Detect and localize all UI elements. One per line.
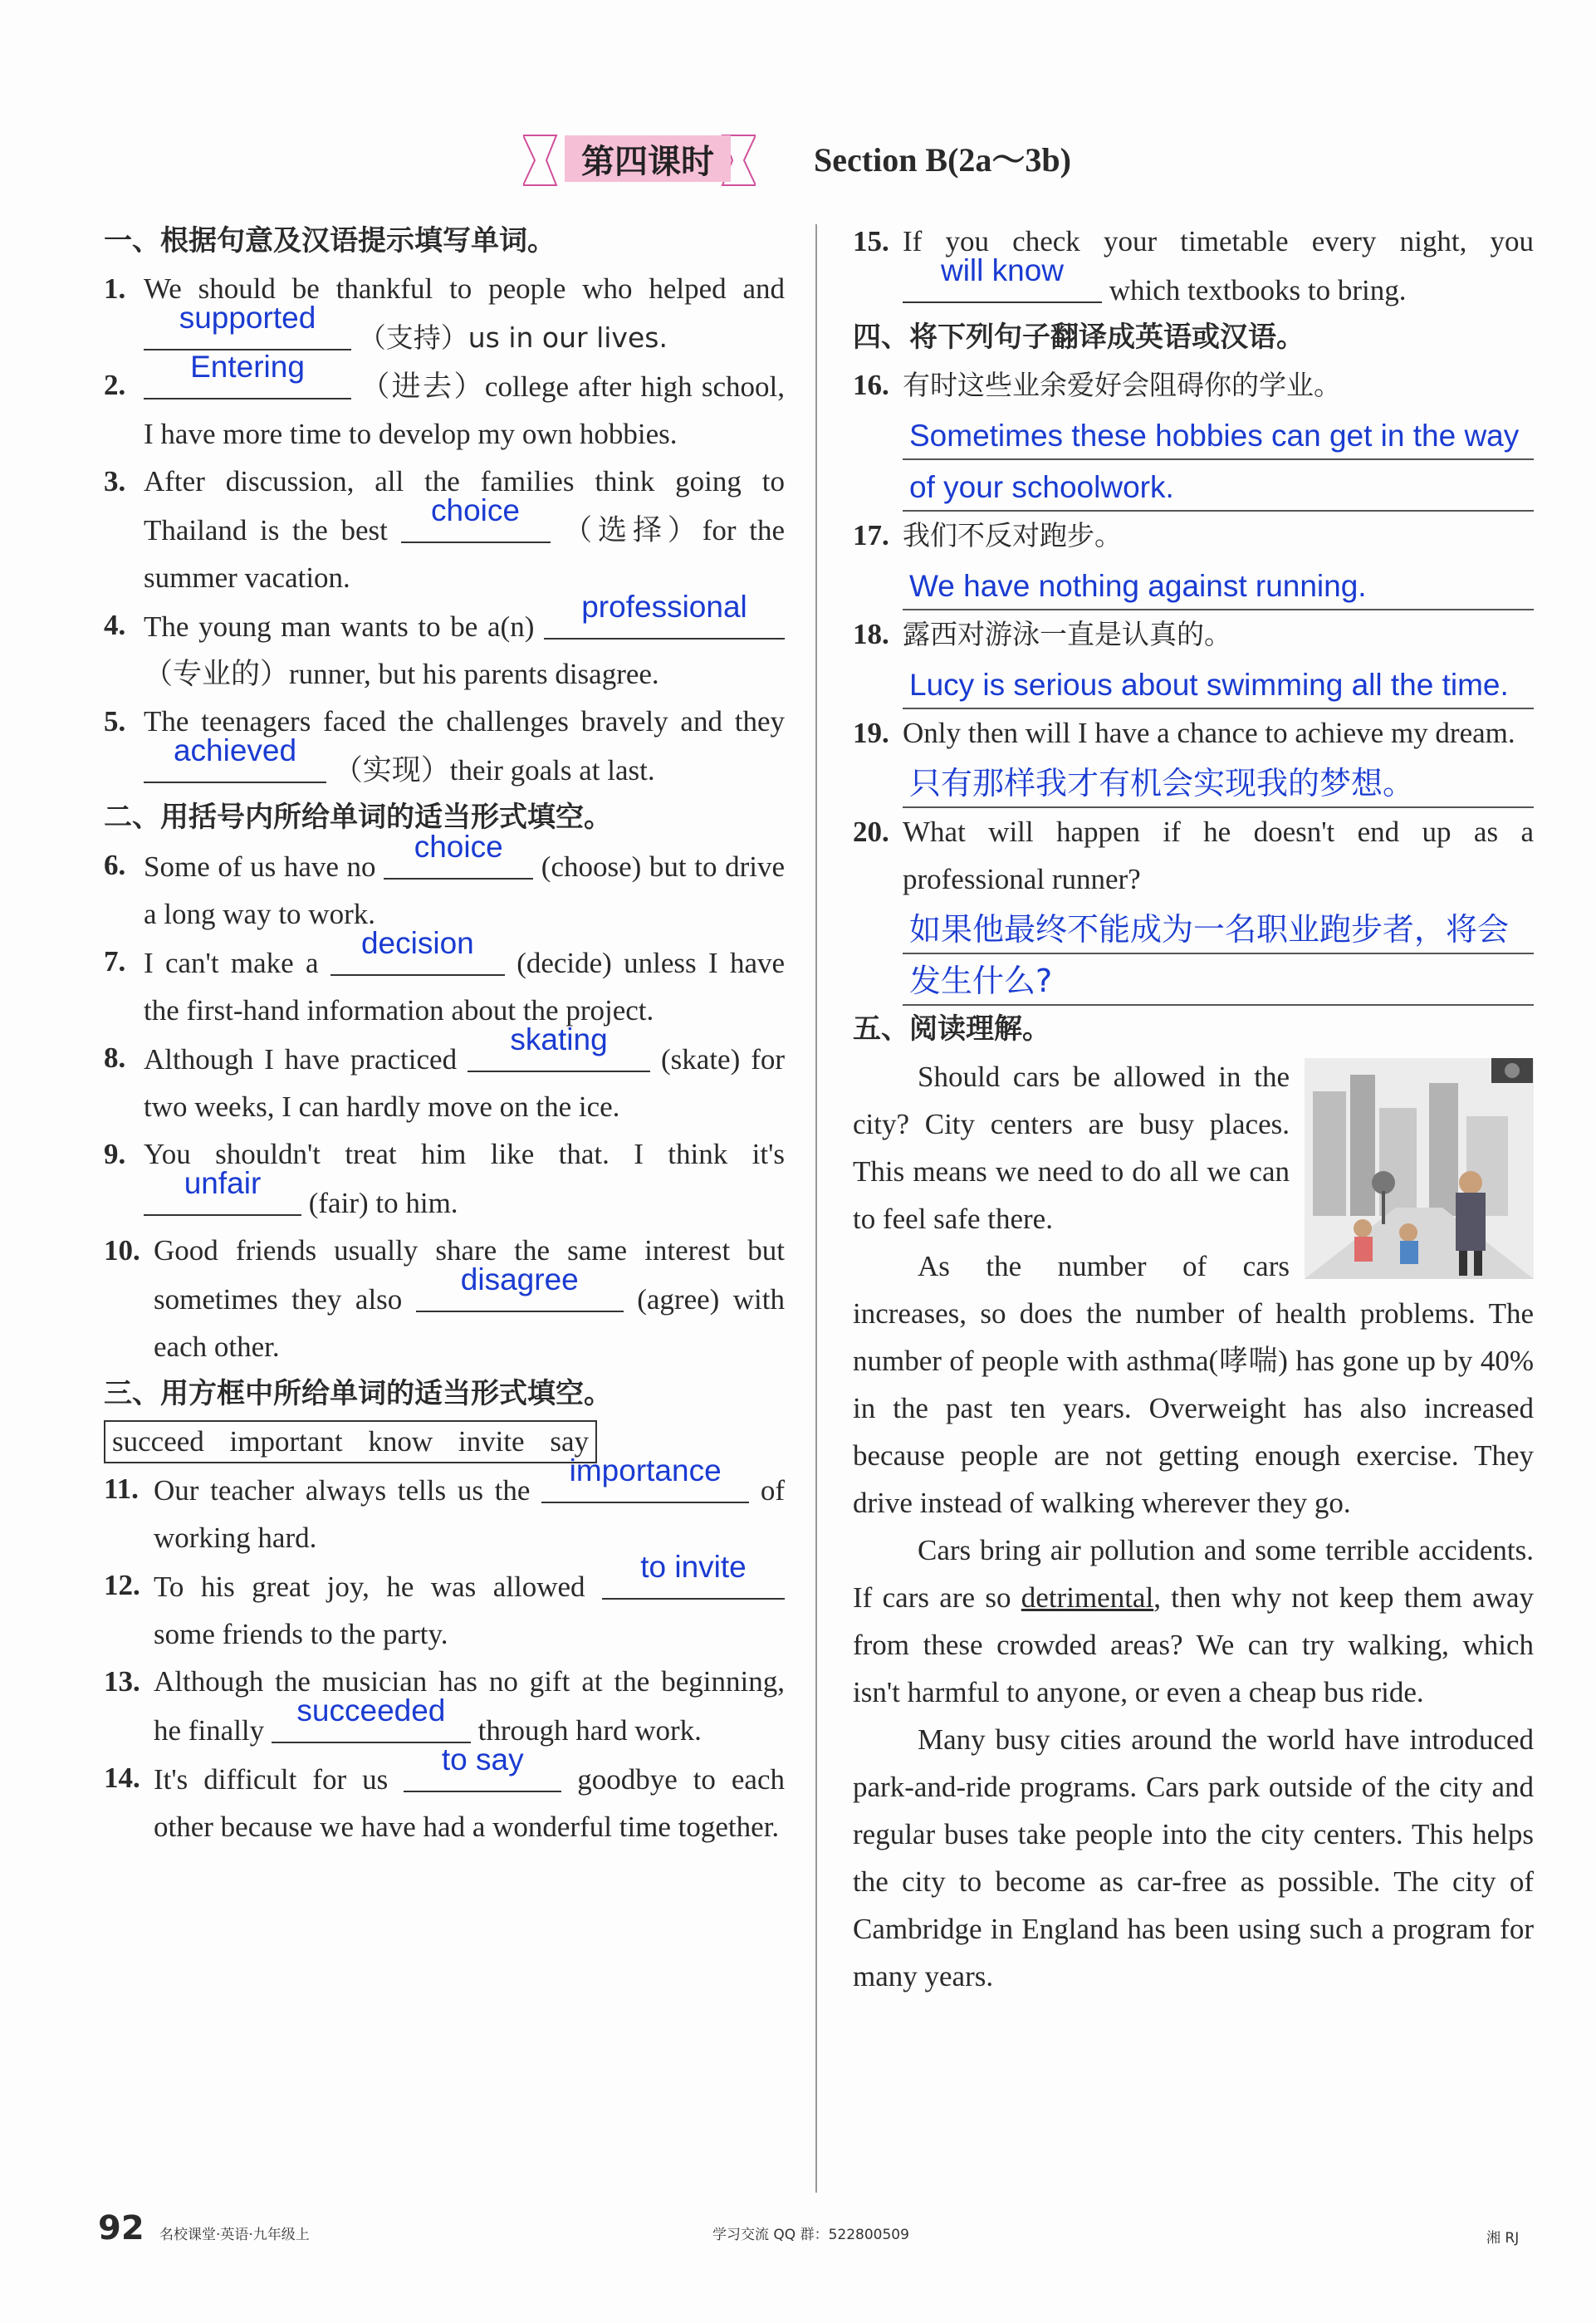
question-number: 19. xyxy=(853,717,889,749)
question-number: 18. xyxy=(853,618,889,650)
answer-text: Lucy is serious about swimming all the time. xyxy=(909,668,1509,702)
question-number: 1. xyxy=(104,272,126,305)
edition-label: 湘 RJ xyxy=(1486,2230,1520,2247)
answer-text: Sometimes these hobbies can get in the way xyxy=(909,419,1520,453)
question-text: of working hard. xyxy=(154,1474,786,1554)
question-text: Although the musician has no gift at the beginning, he finally xyxy=(154,1665,785,1747)
question-text: Our teacher always tells us the xyxy=(154,1474,531,1507)
reading-paragraph-4: Many busy cities around the world have introduced park-and-ride programs. Cars park outside of the city and regular buses take people into the city centers. This helps the city to become as car-free as possible. The city of Cambridge in England has been using such a program for many years. xyxy=(853,1723,1534,1992)
question-text: After discussion, all the families think going to Thailand is the best xyxy=(144,465,785,546)
question-7 xyxy=(104,926,786,1034)
section-title: Section B(2a～3b) xyxy=(814,141,1071,179)
question-number: 20. xyxy=(853,816,889,848)
part4-heading: 四、将下列句子翻译成英语或汉语。 xyxy=(853,321,1305,354)
answer-text: professional xyxy=(581,590,747,624)
question-number: 5. xyxy=(104,705,126,738)
question-number: 11. xyxy=(104,1473,139,1505)
qq-group: 学习交流 QQ 群：522800509 xyxy=(712,2227,909,2243)
answer-text: choice xyxy=(431,493,520,527)
question-text: （选择）for the summer vacation. xyxy=(144,514,785,594)
question-text: If you check your timetable every night, you xyxy=(903,225,1534,257)
answer-blank[interactable] xyxy=(541,1453,749,1503)
question-20 xyxy=(853,808,1534,1006)
question-text: (choose) but to drive a long way to work. xyxy=(144,850,786,930)
lesson-label: 第四课时 xyxy=(565,135,731,182)
answer-blank[interactable] xyxy=(144,733,326,783)
answer-blank[interactable] xyxy=(401,493,551,543)
question-text: （支持）us in our lives. xyxy=(358,321,668,354)
question-18 xyxy=(853,610,1534,709)
answer-blank[interactable] xyxy=(602,1550,785,1600)
question-text: (decide) unless I have the first-hand information about the project. xyxy=(144,947,786,1027)
answer-text: will know xyxy=(940,253,1065,287)
answer-text: to invite xyxy=(640,1550,747,1584)
underlined-word: detrimental xyxy=(1021,1581,1154,1614)
question-text: （进去）college after high school, I have more time to develop my own hobbies. xyxy=(144,370,785,450)
question-10 xyxy=(104,1227,785,1370)
question-text: which textbooks to bring. xyxy=(1109,274,1407,306)
question-3 xyxy=(104,458,785,601)
answer-text: unfair xyxy=(184,1166,262,1200)
answer-text: decision xyxy=(360,926,474,960)
answer-text: 发生什么? xyxy=(909,963,1053,999)
answer-line[interactable] xyxy=(903,559,1534,610)
answer-line[interactable] xyxy=(903,903,1534,954)
paragraph-text: Cars bring air pollution and some terrible accidents. If cars are so xyxy=(853,1534,1534,1614)
answer-text: disagree xyxy=(460,1262,579,1296)
column-divider xyxy=(815,224,817,2193)
question-text: 露西对游泳一直是认真的。 xyxy=(903,618,1231,650)
answer-line[interactable] xyxy=(903,460,1534,512)
question-text: Some of us have no xyxy=(144,850,376,883)
question-number: 16. xyxy=(853,369,889,401)
right-column xyxy=(853,218,1534,2000)
answer-blank[interactable] xyxy=(544,590,785,640)
lesson-header xyxy=(0,120,1596,195)
question-text: I can't make a xyxy=(144,947,319,979)
question-text: （专业的）runner, but his parents disagree. xyxy=(144,658,659,690)
question-number: 9. xyxy=(104,1138,126,1170)
question-19 xyxy=(853,709,1534,808)
answer-text: 只有那样我才有机会实现我的梦想。 xyxy=(909,765,1415,801)
question-text: some friends to the party. xyxy=(154,1618,448,1650)
question-text: （实现）their goals at last. xyxy=(333,754,655,787)
answer-blank[interactable] xyxy=(330,926,505,976)
answer-text: importance xyxy=(569,1453,722,1487)
question-number: 6. xyxy=(104,849,126,881)
answer-line[interactable] xyxy=(903,757,1534,808)
question-number: 7. xyxy=(104,945,126,978)
answer-text: Entering xyxy=(190,350,305,384)
question-15 xyxy=(853,218,1534,314)
answer-text: choice xyxy=(414,830,503,864)
part3-heading: 三、用方框中所给单词的适当形式填空。 xyxy=(104,1377,612,1410)
question-text: The young man wants to be a(n) xyxy=(144,610,535,643)
question-text: goodbye to each other because we have had a wonderful time together. xyxy=(154,1763,785,1843)
page-footer xyxy=(0,2201,1596,2267)
question-number: 8. xyxy=(104,1041,126,1074)
answer-blank[interactable] xyxy=(384,830,533,880)
answer-blank[interactable] xyxy=(144,1166,301,1216)
question-number: 14. xyxy=(104,1762,140,1794)
question-number: 2. xyxy=(104,369,126,401)
question-text: (agree) with each other. xyxy=(154,1283,785,1363)
question-text: 有时这些业余爱好会阻碍你的学业。 xyxy=(903,369,1341,401)
question-17 xyxy=(853,512,1534,610)
question-text: You shouldn't treat him like that. I think it's xyxy=(144,1138,785,1170)
question-number: 17. xyxy=(853,519,889,551)
part5-heading: 五、阅读理解。 xyxy=(853,1012,1050,1046)
book-title: 名校课堂·英语·九年级上 xyxy=(159,2227,310,2243)
question-text: Only then will I have a chance to achieve my dream. xyxy=(903,717,1515,749)
question-number: 13. xyxy=(104,1665,140,1698)
question-number: 15. xyxy=(853,225,889,257)
question-number: 3. xyxy=(104,465,126,497)
traffic-scene-image xyxy=(1305,1058,1534,1279)
word-box: succeed important know invite say xyxy=(104,1420,597,1463)
question-text: (skate) for two weeks, I can hardly move on the ice. xyxy=(144,1043,786,1123)
answer-blank[interactable] xyxy=(903,253,1102,303)
question-text: It's difficult for us xyxy=(154,1763,389,1796)
answer-text: achieved xyxy=(173,733,297,767)
answer-text: succeeded xyxy=(296,1693,446,1728)
question-number: 12. xyxy=(104,1569,140,1601)
question-8 xyxy=(104,1022,786,1130)
question-text: (fair) to him. xyxy=(308,1187,458,1219)
reading-paragraph-1: Should cars be allowed in the city? City centers are busy places. This means we need to do all we can to feel safe there. xyxy=(853,1061,1290,1235)
question-text: The teenagers faced the challenges bravely and they xyxy=(144,705,785,738)
reading-paragraph-3 xyxy=(853,1527,1534,1716)
page-number: 92 xyxy=(98,2209,144,2247)
answer-text: to say xyxy=(441,1742,524,1777)
answer-text: of your schoolwork. xyxy=(909,470,1174,504)
question-number: 10. xyxy=(104,1234,140,1267)
question-text: What will happen if he doesn't end up as a professional runner? xyxy=(903,816,1534,895)
question-5 xyxy=(104,698,785,794)
answer-text: We have nothing against running. xyxy=(909,569,1367,603)
answer-blank[interactable] xyxy=(144,350,351,399)
paragraph-text: , then why not keep them away from these crowded areas? We can try walking, which isn't harmful to anyone, or even a cheap bus ride. xyxy=(853,1581,1535,1708)
answer-text: skating xyxy=(510,1022,608,1056)
question-9 xyxy=(104,1130,785,1227)
question-text: To his great joy, he was allowed xyxy=(154,1571,585,1603)
answer-blank[interactable] xyxy=(416,1262,624,1312)
answer-line[interactable] xyxy=(903,409,1534,460)
question-text: We should be thankful to people who helped and xyxy=(144,272,785,305)
answer-line[interactable] xyxy=(903,954,1534,1006)
question-number: 4. xyxy=(104,609,126,641)
answer-text: 如果他最终不能成为一名职业跑步者，将会 xyxy=(909,911,1510,948)
question-text: 我们不反对跑步。 xyxy=(903,519,1122,551)
street-illustration xyxy=(1305,1058,1534,1279)
question-16 xyxy=(853,361,1534,512)
part1-heading: 一、根据句意及汉语提示填写单词。 xyxy=(104,224,556,257)
answer-blank[interactable] xyxy=(404,1742,561,1792)
answer-text: supported xyxy=(179,301,316,335)
question-4 xyxy=(104,590,785,698)
answer-line[interactable] xyxy=(903,658,1534,709)
question-12 xyxy=(104,1550,785,1658)
question-14 xyxy=(104,1742,785,1850)
question-text: Although I have practiced xyxy=(144,1043,458,1076)
part2-heading: 二、用括号内所给单词的适当形式填空。 xyxy=(104,801,612,834)
question-text: through hard work. xyxy=(477,1714,702,1747)
answer-blank[interactable] xyxy=(468,1022,650,1072)
question-text: Good friends usually share the same interest but sometimes they also xyxy=(154,1234,785,1316)
reading-paragraph-2: As the number of cars increases, so does the number of health problems. The number of people with asthma(哮喘) has gone up by 40% in the past ten years. Overweight has also increased because people are not getting enough exercise. They drive instead of walking wherever they go. xyxy=(853,1250,1534,1519)
left-column xyxy=(104,218,785,1850)
question-2 xyxy=(104,350,785,458)
